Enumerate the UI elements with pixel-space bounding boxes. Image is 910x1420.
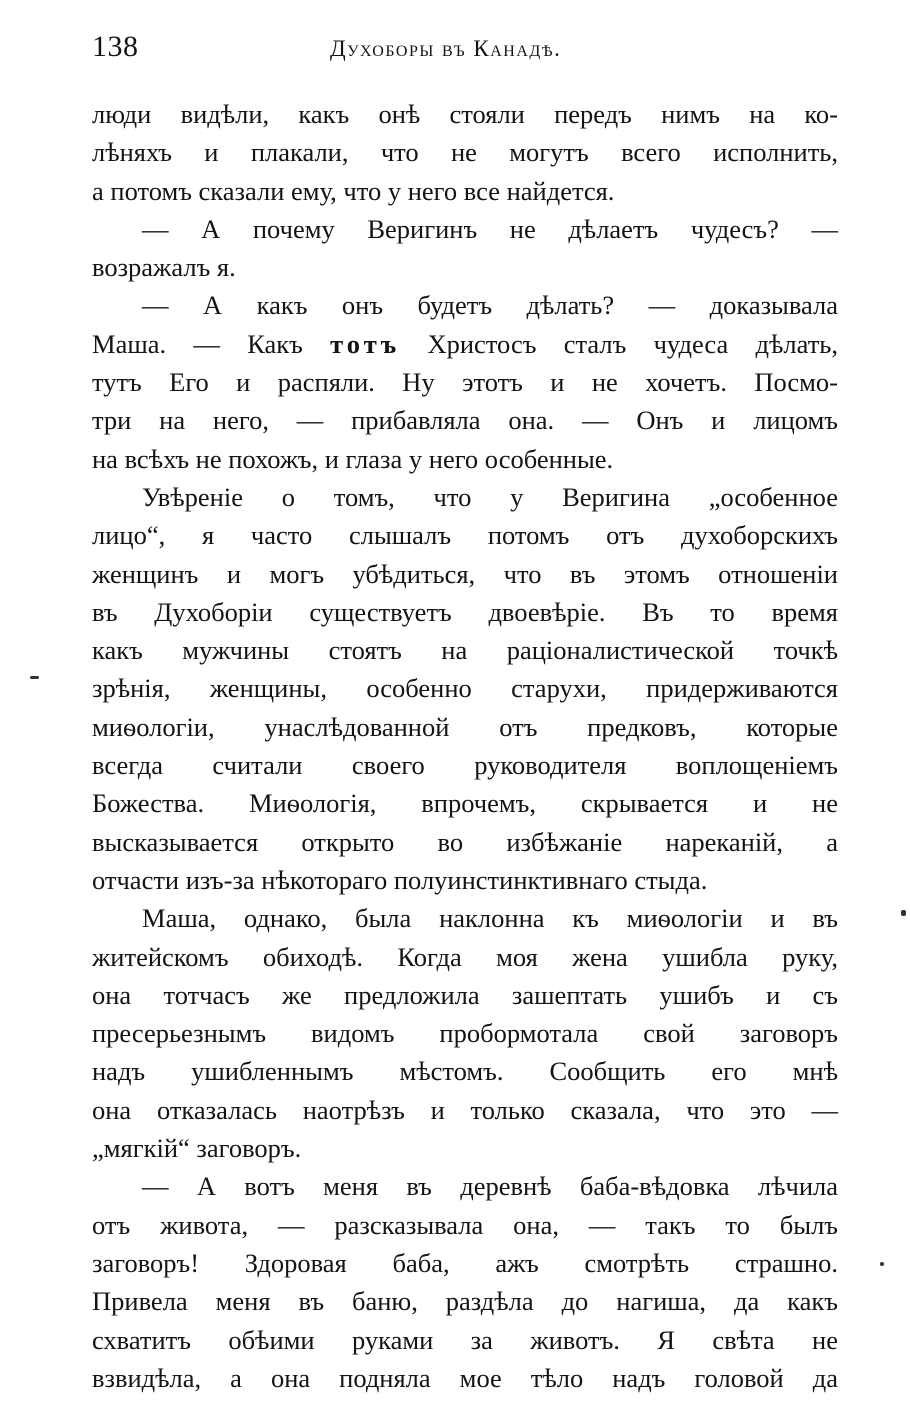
text-line: а потомъ сказали ему, что у него все найдется. <box>92 175 615 206</box>
text-line: пресерьезнымъ видомъ пробормотала свой заговоръ <box>92 1018 838 1049</box>
text-segment: Христосъ сталъ чудеса дѣлать, <box>400 328 838 359</box>
text-line: зрѣнія, женщины, особенно старухи, придерживаются <box>92 673 838 704</box>
text-line: заговоръ! Здоровая баба, ажъ смотрѣть страшно. <box>92 1247 838 1278</box>
text-line: схватитъ обѣими руками за животъ. Я свѣта не <box>92 1324 838 1355</box>
text-line: люди видѣли, какъ онѣ стояли передъ нимъ на ко- <box>92 99 838 129</box>
text-line: „мягкій“ заговоръ. <box>92 1133 302 1164</box>
text-line: Привела меня въ баню, раздѣла до нагиша, да какъ <box>92 1286 838 1317</box>
text-line: всегда считали своего руководителя воплощеніемъ <box>92 750 838 781</box>
margin-speck <box>880 1262 884 1266</box>
text-line: надъ ушибленнымъ мѣстомъ. Сообщить его мнѣ <box>92 1056 838 1087</box>
text-line: три на него, — прибавляла она. — Онъ и лицомъ <box>92 405 838 436</box>
text-line: — А вотъ меня въ деревнѣ баба-вѣдовка лѣчила <box>142 1171 838 1202</box>
text-line: въ Духоборіи существуетъ двоевѣріе. Въ то время <box>92 596 838 627</box>
text-line: Увѣреніе о томъ, что у Веригина „особенное <box>142 481 838 512</box>
text-line: возражалъ я. <box>92 252 236 283</box>
text-line: отчасти изъ-за нѣкотораго полуинстинктивнаго стыда. <box>92 864 708 895</box>
text-line: — А почему Веригинъ не дѣлаетъ чудесъ? — <box>142 213 838 244</box>
text-line: Божества. Миѳологія, впрочемъ, скрывается и не <box>92 788 838 819</box>
margin-speck <box>30 676 39 679</box>
text-line <box>92 325 838 363</box>
page-number: 138 <box>92 30 139 63</box>
text-line: высказывается открыто во избѣжаніе нареканій, а <box>92 826 838 857</box>
text-line: житейскомъ обиходѣ. Когда моя жена ушибла руку, <box>92 941 838 972</box>
text-line: тутъ Его и распяли. Ну этотъ и не хочетъ. Посмо- <box>92 367 838 398</box>
text-line: отъ живота, — разсказывала она, — такъ то былъ <box>92 1209 838 1240</box>
text-line: взвидѣла, а она подняла мое тѣло надъ головой да <box>92 1362 838 1393</box>
text-line: лѣняхъ и плакали, что не могутъ всего исполнить, <box>92 137 838 168</box>
text-line: миѳологіи, унаслѣдованной отъ предковъ, которые <box>92 711 838 742</box>
text-line: Маша, однако, была наклонна къ миѳологіи и въ <box>142 903 838 934</box>
text-line: она отказалась наотрѣзъ и только сказала, что это — <box>92 1094 838 1125</box>
text-line: лицо“, я часто слышалъ потомъ отъ духоборскихъ <box>92 520 838 551</box>
running-title: Духоборы въ Канадѣ. <box>330 36 562 61</box>
text-line: — А какъ онъ будетъ дѣлать? — доказывала <box>142 290 838 321</box>
text-line: она тотчасъ же предложила зашептать ушибъ и съ <box>92 979 838 1010</box>
body-text <box>92 95 838 1397</box>
page-header <box>92 30 842 74</box>
emphasized-word: тотъ <box>330 328 401 359</box>
margin-speck <box>901 910 906 916</box>
text-line: женщинъ и могъ убѣдиться, что въ этомъ отношеніи <box>92 558 838 589</box>
text-segment: Маша. — Какъ <box>92 328 331 359</box>
text-line: какъ мужчины стоятъ на раціоналистической точкѣ <box>92 635 838 666</box>
text-line: на всѣхъ не похожъ, и глаза у него особенные. <box>92 443 614 474</box>
